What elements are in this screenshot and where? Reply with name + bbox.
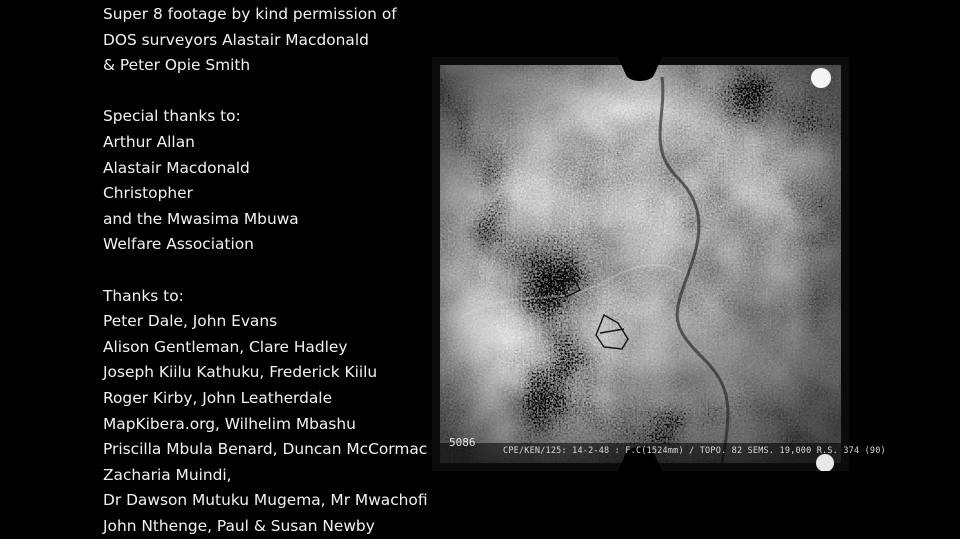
credit-line: Christopher — [103, 184, 193, 203]
special-thanks-heading: Special thanks to: — [103, 107, 241, 126]
credit-line: Roger Kirby, John Leatherdale — [103, 388, 333, 407]
credit-line: Alastair Macdonald — [103, 158, 250, 177]
credit-spacer — [103, 79, 428, 105]
credit-spacer — [103, 258, 428, 284]
credit-line: & Peter Opie Smith — [103, 56, 251, 75]
thanks-heading: Thanks to: — [103, 286, 184, 305]
credit-line: and the Mwasima Mbuwa — [103, 209, 299, 228]
credit-line: Alison Gentleman, Clare Hadley — [103, 337, 348, 356]
credit-line: Peter Dale, John Evans — [103, 312, 278, 331]
frame-number: 5086 — [449, 436, 476, 449]
credits-text — [103, 2, 428, 539]
terrain-image — [440, 65, 841, 463]
credit-line: DOS surveyors Alastair Macdonald — [103, 30, 369, 49]
credit-line: MapKibera.org, Wilhelim Mbashu — [103, 414, 356, 433]
credit-line: John Nthenge, Paul & Susan Newby — [103, 516, 375, 535]
credit-line: Dr Dawson Mutuku Mugema, Mr Mwachofi — [103, 491, 428, 510]
credit-line: Welfare Association — [103, 235, 254, 254]
fiducial-dot-top-right — [811, 68, 831, 88]
credit-line: Super 8 footage by kind permission of — [103, 5, 397, 23]
credit-line: Arthur Allan — [103, 132, 195, 151]
aerial-photograph — [432, 57, 849, 471]
credit-line: Joseph Kiilu Kathuku, Frederick Kiilu — [103, 363, 378, 382]
credit-line: Zacharia Muindi, — [103, 465, 232, 484]
credit-line: Priscilla Mbula Benard, Duncan McCormac — [103, 440, 428, 459]
frame-caption: CPE/KEN/125: 14-2-48 : F.C(1524mm) / TOPO. 82 SEMS. 19,000 R.S. 374 (90) — [503, 446, 886, 456]
